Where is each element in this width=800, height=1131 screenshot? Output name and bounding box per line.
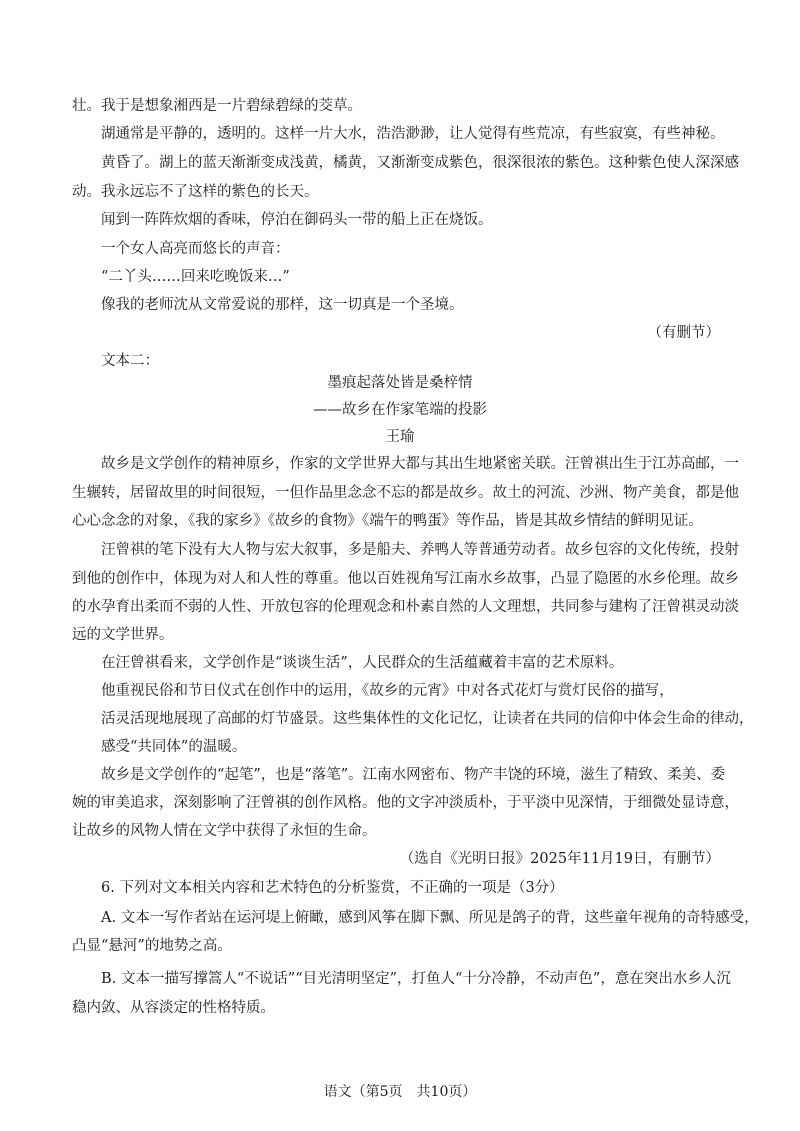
text1-line-3: 黄昏了。湖上的蓝天渐渐变成浅黄，橘黄，又渐渐变成紫色，很深很浓的紫色。这种紫色使人深深感 bbox=[101, 155, 739, 171]
text2-source: （选自《光明日报》2025年11月19日，有删节） bbox=[399, 851, 720, 867]
text2-line-14: 让故乡的风物人情在文学中获得了永恒的生命。 bbox=[72, 823, 377, 839]
text1-line-4: 动。我永远忘不了这样的紫色的长天。 bbox=[72, 184, 319, 200]
text2-line-9: 他重视民俗和节日仪式在创作中的运用，《故乡的元宵》中对各式花灯与赏灯民俗的描写， bbox=[101, 683, 674, 699]
text2-author: 王瑜 bbox=[385, 429, 415, 445]
option-b-line-1: B. 文本一描写撑篙人“不说话”“目光清明坚定”，打鱼人“十分冷静，不动声色”，意在突出水乡人沉 bbox=[101, 971, 731, 987]
text1-line-6: 一个女人高亮而悠长的声音： bbox=[101, 241, 290, 257]
option-a-line-2: 凸显“悬河”的地势之高。 bbox=[72, 938, 232, 954]
text1-line-7: “二丫头……回来吃晚饭来…” bbox=[101, 269, 290, 285]
text2-title: 墨痕起落处皆是桑梓情 bbox=[327, 375, 473, 391]
text2-line-1: 故乡是文学创作的精神原乡，作家的文学世界大都与其出生地紧密关联。汪曾祺出生于江苏高邮，一 bbox=[101, 456, 739, 472]
text2-line-7: 远的文学世界。 bbox=[72, 627, 174, 643]
text1-line-1: 壮。我于是想象湘西是一片碧绿碧绿的茭草。 bbox=[72, 98, 362, 114]
text2-line-4: 汪曾祺的笔下没有大人物与宏大叙事，多是船夫、养鸭人等普通劳动者。故乡包容的文化传统，投射 bbox=[101, 542, 739, 558]
text2-line-10: 活灵活现地展现了高邮的灯节盛景。这些集体性的文化记忆，让读者在共同的信仰中体会生命的律动， bbox=[101, 711, 754, 727]
page-footer: 语文（第5页 共10页） bbox=[323, 1084, 477, 1100]
text2-line-13: 婉的审美追求，深刻影响了汪曾祺的创作风格。他的文字冲淡质朴，于平淡中见深情，于细微处显诗意， bbox=[72, 795, 739, 811]
text1-source: （有删节） bbox=[647, 325, 720, 341]
text2-line-12: 故乡是文学创作的“起笔”，也是“落笔”。江南水网密布、物产丰饶的环境，滋生了精致、柔美、委 bbox=[101, 767, 726, 783]
text2-line-6: 的水孕育出柔而不弱的人性、开放包容的伦理观念和朴素自然的人文理想，共同参与建构了汪曾祺灵动淡 bbox=[72, 599, 739, 615]
question-stem: 6. 下列对文本相关内容和艺术特色的分析鉴赏，不正确的一项是（3分） bbox=[101, 880, 564, 896]
text2-subtitle: ——故乡在作家笔端的投影 bbox=[313, 402, 487, 418]
text1-line-2: 湖通常是平静的，透明的。这样一片大水，浩浩渺渺，让人觉得有些荒凉，有些寂寞，有些神秘。 bbox=[101, 126, 725, 142]
text2-line-3: 心心念念的对象，《我的家乡》《故乡的食物》《端午的鸭蛋》等作品，皆是其故乡情结的鲜明见证。 bbox=[72, 513, 703, 529]
option-a-line-1: A. 文本一写作者站在运河堤上俯瞰，感到风筝在脚下飘、所见是鸽子的背，这些童年视角的奇特感受， bbox=[101, 910, 759, 926]
option-b-line-2: 稳内敛、从容淡定的性格特质。 bbox=[72, 1000, 275, 1016]
text2-line-11: 感受“共同体”的温暖。 bbox=[101, 739, 247, 755]
text1-line-5: 闻到一阵阵炊烟的香味，停泊在御码头一带的船上正在烧饭。 bbox=[101, 212, 493, 228]
text1-line-8: 像我的老师沈从文常爱说的那样，这一切真是一个圣境。 bbox=[101, 297, 464, 313]
text2-line-2: 生辗转，居留故里的时间很短，一但作品里念念不忘的都是故乡。故土的河流、沙洲、物产美食，都是他 bbox=[72, 485, 739, 501]
text2-label: 文本二： bbox=[101, 353, 159, 369]
text2-line-5: 到他的创作中，体现为对人和人性的尊重。他以百姓视角写江南水乡故事，凸显了隐匿的水乡伦理。故乡 bbox=[72, 571, 739, 587]
text2-line-8: 在汪曾祺看来，文学创作是“谈谈生活”，人民群众的生活蕴藏着丰富的艺术原料。 bbox=[101, 655, 624, 671]
